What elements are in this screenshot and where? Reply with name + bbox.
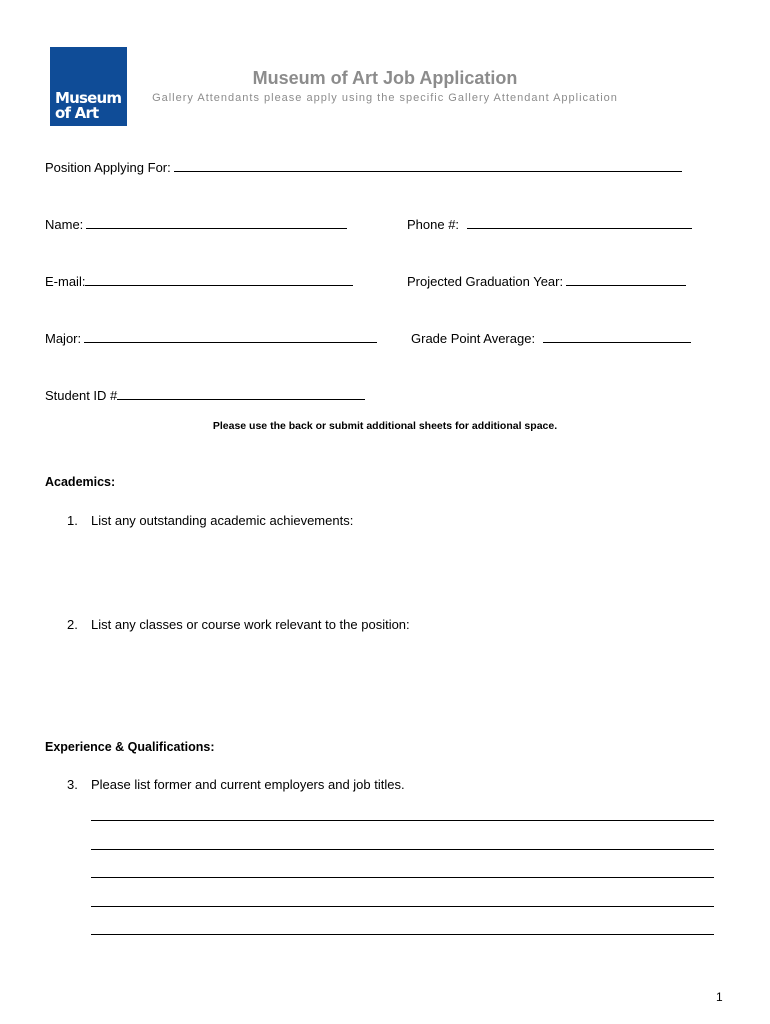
phone-field (407, 215, 692, 233)
grad-year-field (407, 272, 686, 290)
name-field (45, 215, 347, 233)
name-input-line[interactable] (86, 215, 347, 229)
student-id-input-line[interactable] (117, 386, 365, 400)
academics-heading: Academics: (45, 475, 116, 489)
gpa-label: Grade Point Average: (411, 331, 536, 346)
major-field (45, 329, 377, 347)
answer-line[interactable] (91, 877, 714, 878)
question-2-number: 2. (67, 617, 78, 632)
email-label: E-mail: (45, 274, 86, 289)
question-1-text: List any outstanding academic achievements: (91, 513, 354, 528)
phone-label: Phone #: (407, 217, 460, 232)
student-id-label: Student ID # (45, 388, 118, 403)
email-field (45, 272, 353, 290)
question-3-number: 3. (67, 777, 78, 792)
answer-line[interactable] (91, 906, 714, 907)
question-3 (67, 777, 405, 792)
page-title: Museum of Art Job Application (252, 68, 518, 88)
major-label: Major: (45, 331, 82, 346)
grad-year-label: Projected Graduation Year: (407, 274, 564, 289)
page-subtitle: Gallery Attendants please apply using the specific Gallery Attendant Application (152, 92, 618, 104)
position-field (45, 158, 682, 176)
question-2 (67, 617, 410, 632)
question-1-number: 1. (67, 513, 78, 528)
answer-line[interactable] (91, 849, 714, 850)
grad-year-input-line[interactable] (566, 272, 686, 286)
phone-input-line[interactable] (467, 215, 692, 229)
question-2-text: List any classes or course work relevant to the position: (91, 617, 410, 632)
name-label: Name: (45, 217, 84, 232)
additional-space-note: Please use the back or submit additional sheets for additional space. (212, 420, 558, 432)
question-1 (67, 513, 353, 528)
answer-line[interactable] (91, 820, 714, 821)
gpa-input-line[interactable] (543, 329, 691, 343)
position-label: Position Applying For: (45, 160, 171, 175)
gpa-field (411, 329, 691, 347)
experience-heading: Experience & Qualifications: (45, 740, 215, 754)
logo-line-1: Museum (55, 89, 122, 107)
email-input-line[interactable] (85, 272, 353, 286)
logo-line-2: of Art (55, 104, 99, 122)
major-input-line[interactable] (84, 329, 377, 343)
page-number: 1 (716, 990, 723, 1004)
student-id-field (45, 386, 365, 404)
answer-line[interactable] (91, 934, 714, 935)
position-input-line[interactable] (174, 158, 682, 172)
question-3-text: Please list former and current employers and job titles. (91, 777, 405, 792)
